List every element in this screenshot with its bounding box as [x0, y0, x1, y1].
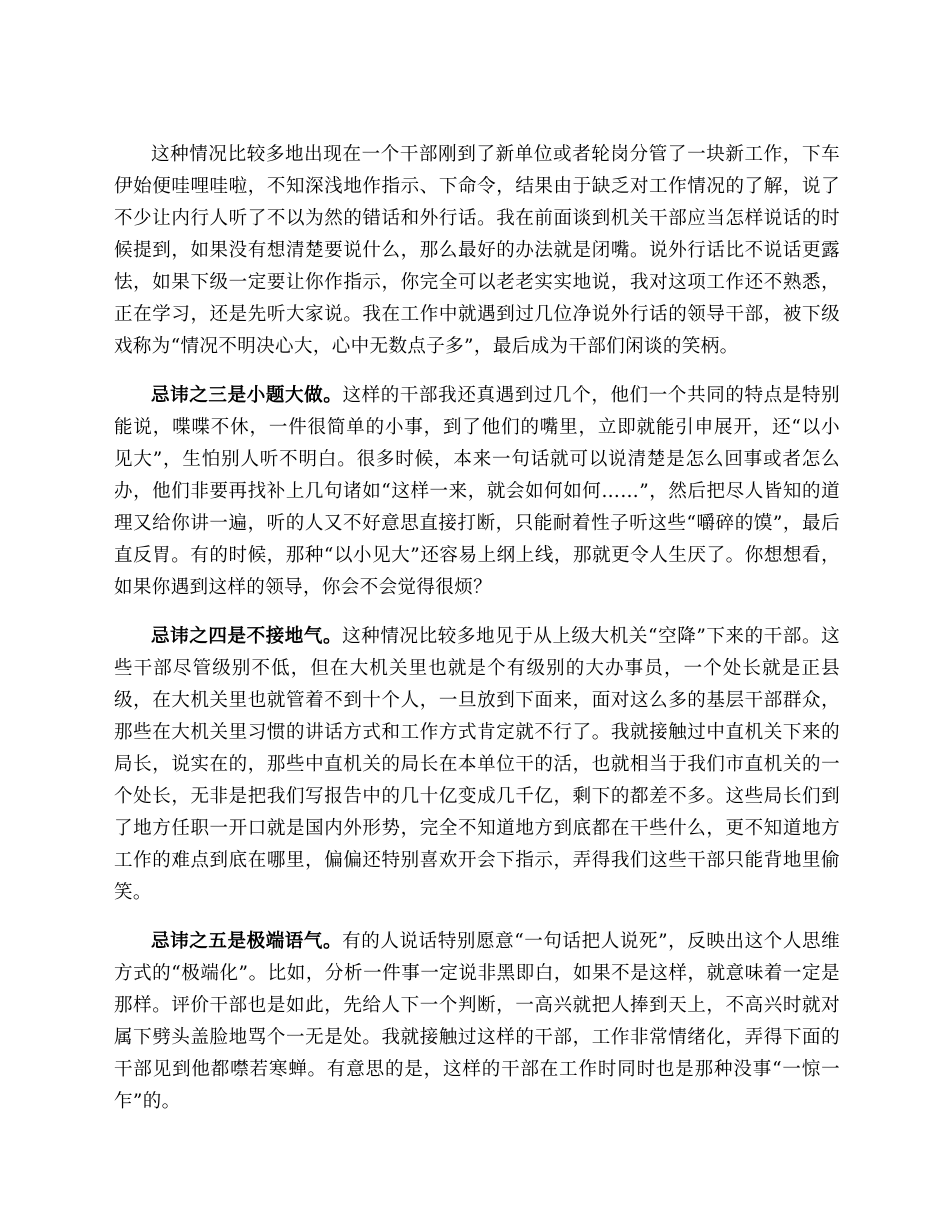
paragraph-4-text: 有的人说话特别愿意“一句话把人说死”，反映出这个人思维方式的“极端化”。比如，分析一件事一定说非黑即白，如果不是这样，就意味着一定是那样。评价干部也是如此，先给人下一个判断，一高兴就把人捧到天上，不高兴时就对属下劈头盖脸地骂个一无是处。我就接触过这样的干部，工作非常情绪化，弄得下面的干部见到他都噤若寒蝉。有意思的是，这样的干部在工作时同时也是那种没事“一惊一乍”的。: [114, 931, 840, 1112]
paragraph-2-text: 这样的干部我还真遇到过几个，他们一个共同的特点是特别能说，喋喋不休，一件很简单的小事，到了他们的嘴里，立即就能引申展开，还“以小见大”，生怕别人听不明白。很多时候，本来一句话就可以说清楚是怎么回事或者怎么办，他们非要再找补上几句诸如“这样一来，就会如何如何……”，然后把尽人皆知的道理又给你讲一遍，听的人又不好意思直接打断，只能耐着性子听这些“嚼碎的馍”，最后直反胃。有的时候，那种“以小见大”还容易上纲上线，那就更令人生厌了。你想想看，如果你遇到这样的领导，你会不会觉得很烦？: [114, 385, 840, 598]
paragraph-4-lead: 忌讳之五是极端语气。: [151, 931, 343, 952]
document-body: [114, 139, 840, 1135]
paragraph-2: [114, 380, 840, 604]
paragraph-3-text: 这种情况比较多地见于从上级大机关“空降”下来的干部。这些干部尽管级别不低，但在大机关里也就是个有级别的大办事员，一个处长就是正县级，在大机关里也就管着不到十个人，一旦放到下面来，面对这么多的基层干部群众，那些在大机关里习惯的讲话方式和工作方式肯定就不行了。我就接触过中直机关下来的局长，说实在的，那些中直机关的局长在本单位干的活，也就相当于我们市直机关的一个处长，无非是把我们写报告中的几十亿变成几千亿，剩下的都差不多。这些局长们到了地方任职一开口就是国内外形势，完全不知道地方到底都在干些什么，更不知道地方工作的难点到底在哪里，偏偏还特别喜欢开会下指示，弄得我们这些干部只能背地里偷笑。: [114, 626, 840, 903]
paragraph-2-lead: 忌讳之三是小题大做。: [151, 385, 343, 406]
paragraph-1: [114, 139, 840, 363]
paragraph-3: [114, 621, 840, 909]
paragraph-1-text: 这种情况比较多地出现在一个干部刚到了新单位或者轮岗分管了一块新工作，下车伊始便哇哩哇啦，不知深浅地作指示、下命令，结果由于缺乏对工作情况的了解，说了不少让内行人听了不以为然的错话和外行话。我在前面谈到机关干部应当怎样说话的时候提到，如果没有想清楚要说什么，那么最好的办法就是闭嘴。说外行话比不说话更露怯，如果下级一定要让你作指示，你完全可以老老实实地说，我对这项工作还不熟悉，正在学习，还是先听大家说。我在工作中就遇到过几位净说外行话的领导干部，被下级戏称为“情况不明决心大，心中无数点子多”，最后成为干部们闲谈的笑柄。: [114, 144, 840, 357]
paragraph-3-lead: 忌讳之四是不接地气。: [151, 626, 343, 647]
paragraph-4: [114, 926, 840, 1118]
